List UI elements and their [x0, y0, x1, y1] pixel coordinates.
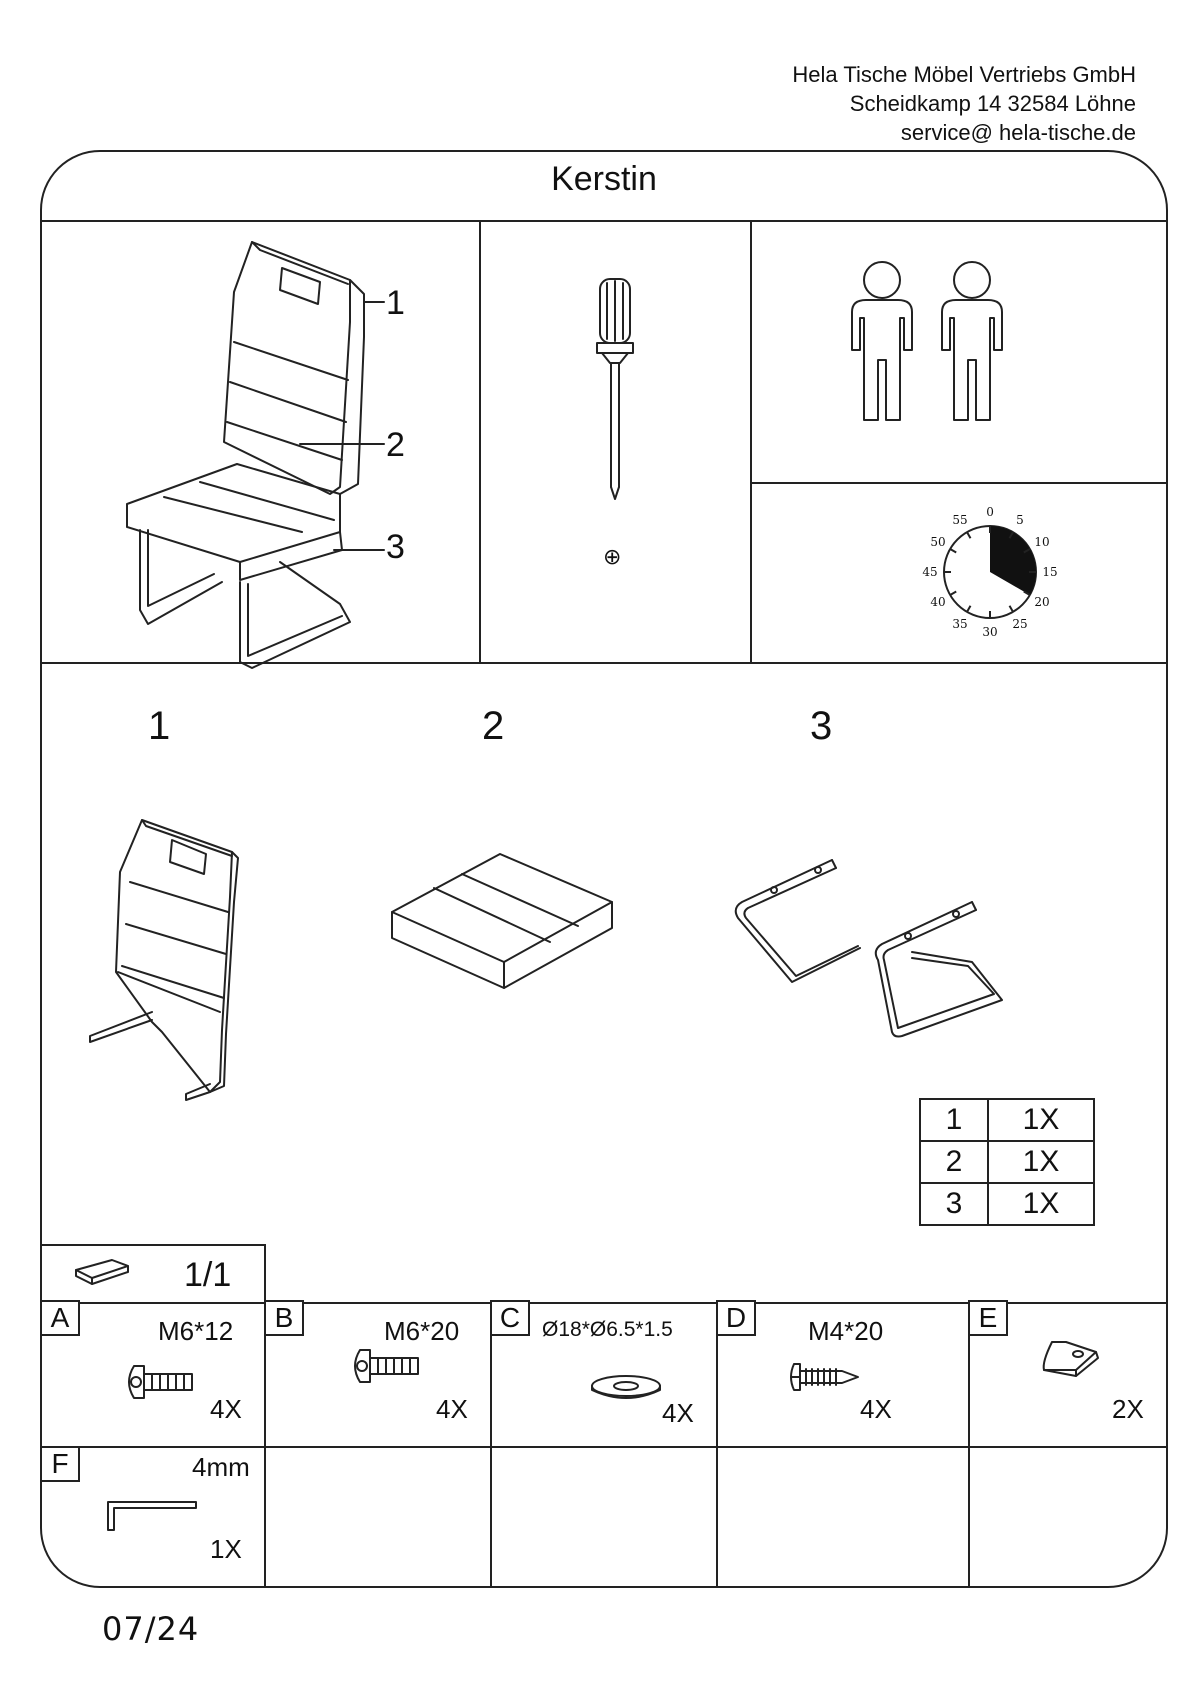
- table-cell-part: 1: [920, 1099, 988, 1141]
- chair-backrest-icon: [82, 812, 252, 1102]
- two-persons-icon: [842, 260, 1022, 430]
- hardware-spec: Ø18*Ø6.5*1.5: [542, 1318, 673, 1341]
- table-row: [920, 1141, 1094, 1183]
- part-label-seat: 2: [482, 704, 505, 748]
- timer-dial-label: 15: [1042, 565, 1058, 579]
- hardware-letter: E: [968, 1300, 1008, 1336]
- washer-icon: [586, 1372, 666, 1402]
- divider: [968, 1302, 970, 1588]
- table-cell-qty: 1X: [988, 1141, 1094, 1183]
- timer-dial-label: 55: [952, 513, 968, 528]
- table-cell-qty: 1X: [988, 1099, 1094, 1141]
- part-label-frame: 3: [810, 704, 833, 748]
- timer-dial-label: 25: [1012, 616, 1028, 631]
- hardware-letter: A: [40, 1300, 80, 1336]
- hardware-spec: M6*20: [384, 1316, 460, 1346]
- divider: [264, 1244, 266, 1588]
- hardware-qty: 1X: [210, 1534, 242, 1564]
- hardware-spec: M6*12: [158, 1316, 234, 1346]
- table-cell-qty: 1X: [988, 1183, 1094, 1225]
- hex-bolt-icon: [122, 1362, 202, 1402]
- felt-glide-icon: [1036, 1332, 1106, 1382]
- table-cell-part: 2: [920, 1141, 988, 1183]
- company-name: Hela Tische Möbel Vertriebs GmbH: [792, 62, 1136, 87]
- instruction-sheet-frame: [40, 150, 1168, 1588]
- allen-key-icon: [102, 1496, 202, 1536]
- product-title: Kerstin: [551, 160, 657, 198]
- hardware-letter: C: [490, 1300, 530, 1336]
- table-row: [920, 1183, 1094, 1225]
- timer-dial-label: 20: [1034, 595, 1050, 609]
- company-info: [792, 60, 1136, 147]
- timer-dial-label: 5: [1016, 513, 1024, 528]
- hardware-spec: 4mm: [192, 1452, 250, 1482]
- divider: [750, 220, 752, 662]
- callout-leader-lines: [42, 152, 402, 572]
- divider: [716, 1302, 718, 1588]
- hardware-qty: 4X: [210, 1394, 242, 1424]
- table-cell-part: 3: [920, 1183, 988, 1225]
- callout-seat: 2: [386, 426, 405, 464]
- seat-cushion-icon: [382, 842, 622, 992]
- timer-dial-label: 50: [930, 535, 946, 549]
- timer-dial-label: 0: [986, 505, 994, 519]
- hardware-bag-icon: [72, 1256, 132, 1286]
- hardware-letter: F: [40, 1446, 80, 1482]
- divider: [42, 1446, 1166, 1448]
- table-row: [920, 1099, 1094, 1141]
- clock-timer-icon: [910, 492, 1070, 652]
- timer-dial-label: 10: [1034, 535, 1050, 549]
- divider: [479, 220, 481, 662]
- hardware-qty: 2X: [1112, 1394, 1144, 1424]
- timer-dial-label: 40: [930, 595, 946, 609]
- cantilever-frame-icon: [732, 832, 1012, 1062]
- part-label-backrest: 1: [148, 704, 171, 748]
- timer-dial-label: 30: [982, 625, 998, 639]
- hardware-qty: 4X: [662, 1398, 694, 1428]
- hardware-letter: B: [264, 1300, 304, 1336]
- divider: [750, 482, 1168, 484]
- hardware-pack-count: 1/1: [184, 1256, 232, 1294]
- timer-tick: [1010, 606, 1014, 612]
- timer-dial-label: 35: [952, 616, 968, 631]
- callout-backrest: 1: [386, 284, 405, 322]
- hardware-letter: D: [716, 1300, 756, 1336]
- timer-tick: [967, 532, 971, 538]
- timer-dial-label: 45: [922, 565, 938, 579]
- company-address: Scheidkamp 14 32584 Löhne: [849, 91, 1136, 116]
- overview-divider: [42, 662, 1166, 664]
- timer-tick: [950, 592, 956, 596]
- divider: [42, 1244, 266, 1246]
- timer-elapsed-wedge: [990, 526, 1036, 595]
- hardware-qty: 4X: [860, 1394, 892, 1424]
- phillips-screwdriver-icon: [582, 277, 652, 517]
- timer-tick: [950, 549, 956, 553]
- wood-screw-icon: [788, 1360, 868, 1394]
- hardware-qty: 4X: [436, 1394, 468, 1424]
- divider: [490, 1302, 492, 1588]
- parts-quantity-table: [919, 1098, 1095, 1226]
- hardware-spec: M4*20: [808, 1316, 884, 1346]
- callout-frame: 3: [386, 528, 405, 566]
- timer-tick: [967, 606, 971, 612]
- phillips-symbol: ⊕: [603, 544, 622, 569]
- company-email: service@ hela-tische.de: [900, 120, 1136, 145]
- hex-bolt-icon: [348, 1346, 428, 1386]
- revision-date: 07/24: [102, 1610, 200, 1648]
